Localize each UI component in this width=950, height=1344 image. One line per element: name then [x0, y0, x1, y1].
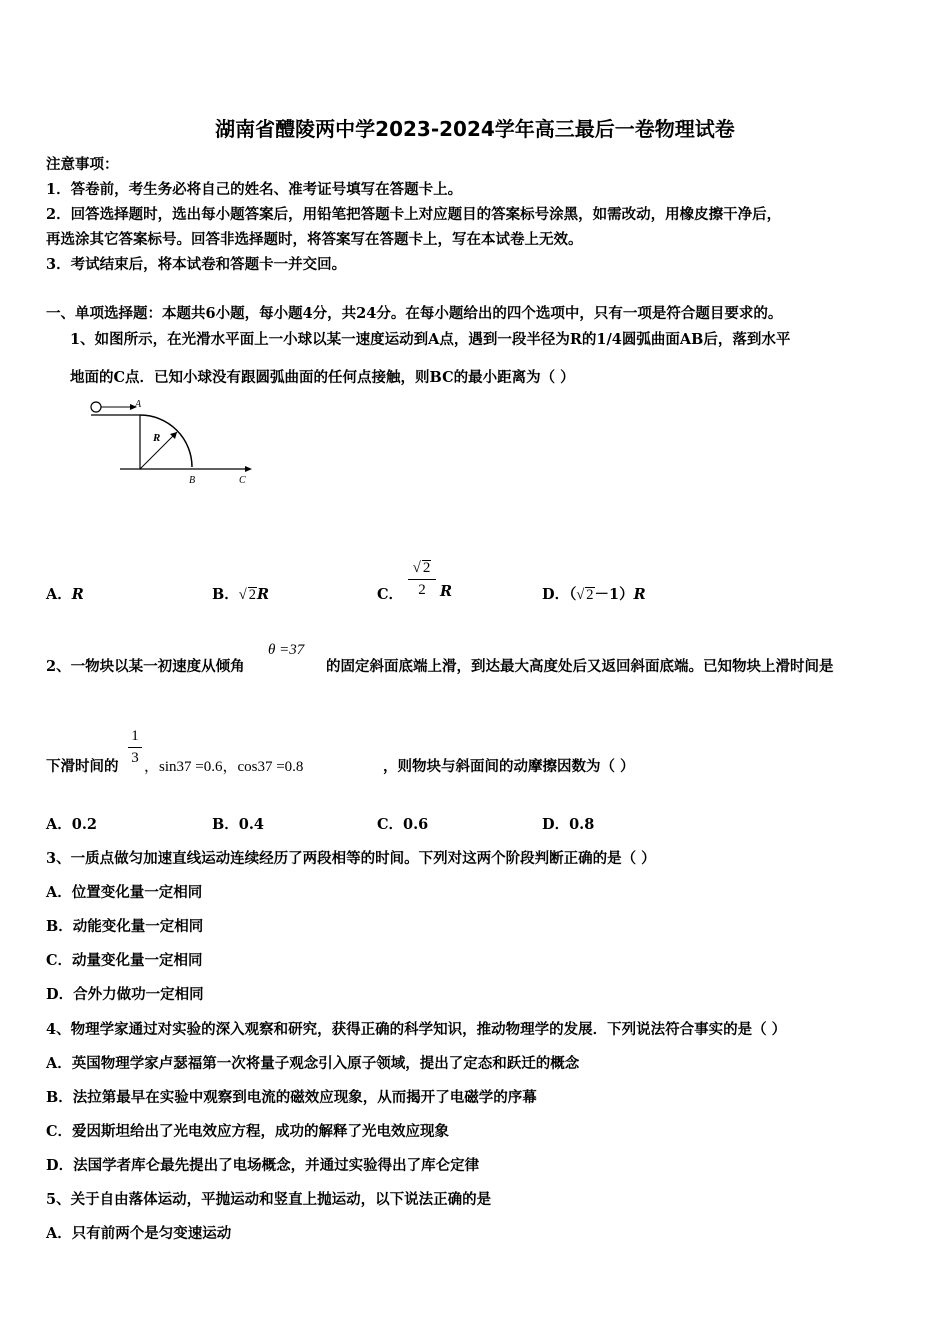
question-2-part-2: 的固定斜面底端上滑，到达最大高度处后又返回斜面底端。已知物块上滑时间是: [326, 658, 834, 675]
trig-values: ，sin37 =0.6，cos37 =0.8: [144, 759, 304, 775]
notice-item: 再选涂其它答案标号。回答非选择题时，将答案写在答题卡上，写在本试卷上无效。: [46, 231, 583, 248]
q1-option-c-label: C．: [377, 586, 404, 603]
q3-option: C．动量变化量一定相同: [46, 952, 203, 969]
q2-option-d: D．0.8: [542, 816, 595, 833]
q5-option: A．只有前两个是匀变速运动: [46, 1225, 232, 1242]
q3-option: B．动能变化量一定相同: [46, 918, 204, 935]
question-2-part-3: 下滑时间的: [46, 758, 119, 775]
q1-option-c-value: R: [440, 583, 453, 600]
notice-item: 1．答卷前，考生务必将自己的姓名、准考证号填写在答题卡上。: [46, 181, 463, 198]
page-title: 湖南省醴陵两中学2023-2024学年高三最后一卷物理试卷: [215, 117, 735, 141]
q4-option: D．法国学者库仑最先提出了电场概念，并通过实验得出了库仑定律: [46, 1157, 480, 1174]
question-1-line-1: 1、如图所示，在光滑水平面上一小球以某一速度运动到A点，遇到一段半径为R的1/4圆弧曲面AB后，落到水平: [70, 331, 791, 348]
question-2-part-4: ，则物块与斜面间的动摩擦因数为（ ）: [383, 758, 635, 775]
question-4-stem: 4、物理学家通过对实验的深入观察和研究，获得正确的科学知识，推动物理学的发展．下列说法符合事实的是（ ）: [46, 1021, 787, 1038]
label-a: A: [135, 399, 142, 410]
notice-heading: 注意事项：: [46, 156, 119, 173]
q4-option: C．爱因斯坦给出了光电效应方程，成功的解释了光电效应现象: [46, 1123, 450, 1140]
q1-option-b: B．√ 2R: [212, 586, 270, 603]
q2-option-c: C．0.6: [377, 816, 429, 833]
q4-option: B．法拉第最早在实验中观察到电流的磁效应现象，从而揭开了电磁学的序幕: [46, 1089, 537, 1106]
angle-theta: θ =37: [268, 642, 305, 658]
question-2-part-1: 2、一物块以某一初速度从倾角: [46, 658, 245, 675]
label-c: C: [239, 475, 246, 486]
section-heading: 一、单项选择题：本题共6小题，每小题4分，共24分。在每小题给出的四个选项中，只有一项是符合题目要求的。: [46, 305, 783, 322]
q4-option: A．英国物理学家卢瑟福第一次将量子观念引入原子领域，提出了定态和跃迁的概念: [46, 1055, 580, 1072]
notice-item: 2．回答选择题时，选出每小题答案后，用铅笔把答题卡上对应题目的答案标号涂黑，如需改动，用橡皮擦干净后，: [46, 206, 782, 223]
q2-option-a: A．0.2: [46, 816, 97, 833]
q2-option-b: B．0.4: [212, 816, 264, 833]
label-b: B: [189, 475, 196, 486]
label-r: R: [153, 432, 161, 444]
time-ratio-fraction: 1 3: [128, 728, 142, 767]
quarter-arc-figure: [85, 393, 260, 488]
q3-option: A．位置变化量一定相同: [46, 884, 203, 901]
q1-option-c-fraction: √ 2 2: [408, 560, 436, 599]
q1-option-d: D．（√ 2－1）R: [542, 586, 646, 603]
q1-option-a: A．R: [46, 586, 84, 603]
question-1-line-2: 地面的C点．已知小球没有跟圆弧曲面的任何点接触，则BC的最小距离为（ ）: [70, 369, 575, 386]
question-5-stem: 5、关于自由落体运动，平抛运动和竖直上抛运动，以下说法正确的是: [46, 1191, 492, 1208]
question-3-stem: 3、一质点做匀加速直线运动连续经历了两段相等的时间。下列对这两个阶段判断正确的是（ ）: [46, 850, 656, 867]
notice-item: 3．考试结束后，将本试卷和答题卡一并交回。: [46, 256, 347, 273]
q3-option: D．合外力做功一定相同: [46, 986, 204, 1003]
